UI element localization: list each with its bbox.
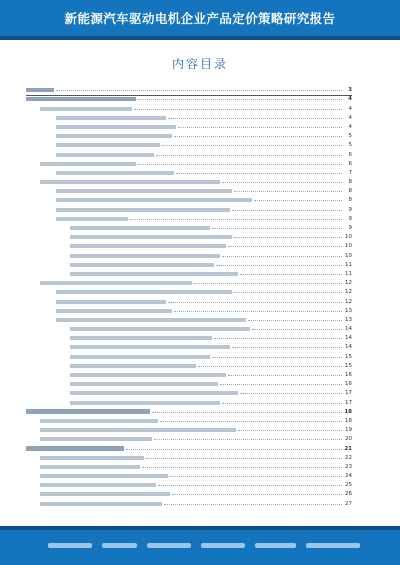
header-stripe — [0, 36, 400, 40]
toc-entry-label — [40, 456, 144, 460]
toc-entry-label — [56, 189, 232, 193]
toc-entry-page: 20 — [345, 436, 352, 443]
toc-entry-leader — [198, 366, 342, 367]
toc-entry-page: 22 — [345, 454, 352, 461]
toc-entry[interactable] — [26, 497, 352, 506]
toc-entry-label — [70, 327, 250, 331]
toc-entry[interactable] — [26, 415, 352, 424]
toc-entry-page: 12 — [345, 280, 352, 287]
toc-entry-page: 11 — [345, 270, 352, 277]
toc-entry-label — [56, 217, 128, 221]
toc-entry-label — [40, 465, 140, 469]
toc-entry-label — [40, 419, 158, 423]
toc-entry-label — [40, 428, 236, 432]
toc-entry-page: 16 — [345, 381, 352, 388]
toc-entry-leader — [174, 136, 342, 137]
toc-entry-leader — [154, 439, 342, 440]
toc-entry-label — [70, 336, 212, 340]
toc-entry-page: 11 — [345, 261, 352, 268]
toc-entry-label — [56, 171, 174, 175]
toc-entry-leader — [138, 164, 342, 165]
toc-entry-page: 19 — [345, 427, 352, 434]
toc-entry[interactable] — [26, 314, 352, 323]
toc-entry[interactable] — [26, 470, 352, 479]
toc-entry[interactable] — [26, 139, 352, 148]
toc-entry-label — [70, 391, 238, 395]
toc-entry-page: 4 — [348, 114, 352, 121]
toc-entry-leader — [254, 200, 342, 201]
toc-entry-page: 7 — [348, 169, 352, 176]
toc-entry-page: 4 — [348, 105, 352, 112]
toc-entry-page: 18 — [345, 417, 352, 424]
toc-entry-leader — [240, 274, 342, 275]
toc-entry-leader — [222, 256, 342, 257]
header-bar — [0, 0, 400, 36]
toc-entry[interactable] — [26, 433, 352, 442]
toc-entry[interactable] — [26, 295, 352, 304]
toc-entry-leader — [130, 219, 342, 220]
toc-entry-leader — [170, 476, 342, 477]
toc-entry[interactable] — [26, 176, 352, 185]
toc-entry-page: 4 — [348, 123, 352, 130]
toc-entry[interactable] — [26, 222, 352, 231]
toc-entry-page: 10 — [345, 243, 352, 250]
toc-entry-label — [26, 446, 124, 451]
toc-entry-label — [40, 180, 220, 184]
toc-entry-page: 14 — [345, 326, 352, 333]
toc-entry-leader — [56, 90, 342, 91]
toc-entry[interactable] — [26, 102, 352, 111]
toc-entry[interactable] — [26, 194, 352, 203]
toc-entry-page: 27 — [345, 500, 352, 507]
toc-entry[interactable] — [26, 240, 352, 249]
toc-entry-leader — [142, 467, 342, 468]
toc-entry-label — [56, 143, 160, 147]
toc-entry-label — [40, 437, 152, 441]
toc-entry-leader — [156, 155, 342, 156]
toc-entry-label — [40, 474, 168, 478]
toc-entry-leader — [252, 329, 342, 330]
toc-entry-leader — [234, 292, 342, 293]
toc-entry-label — [56, 290, 232, 294]
toc-entry-label — [56, 309, 172, 313]
footer-text-placeholder — [48, 543, 360, 548]
toc-entry-leader — [134, 109, 342, 110]
toc-entry-page: 4 — [348, 96, 352, 103]
toc-entry-label — [40, 162, 136, 166]
toc-entry-label — [56, 208, 230, 212]
toc-entry-leader — [158, 485, 342, 486]
toc-entry-label — [56, 198, 252, 202]
toc-entry-label — [70, 382, 218, 386]
toc-entry-page: 15 — [345, 353, 352, 360]
toc-entry-leader — [232, 210, 342, 211]
toc-entry-leader — [168, 302, 342, 303]
toc-entry-label — [56, 300, 166, 304]
toc-entry-label — [70, 254, 220, 258]
toc-entry-leader — [162, 145, 342, 146]
toc-entry-leader — [168, 118, 342, 119]
toc-entry[interactable] — [26, 452, 352, 461]
toc-entry-page: 16 — [345, 372, 352, 378]
toc-entry-leader — [232, 347, 342, 348]
toc-entry[interactable] — [26, 341, 352, 350]
toc-entry[interactable] — [26, 130, 352, 139]
toc-entry-page: 25 — [345, 482, 352, 489]
toc-entry-leader — [228, 246, 342, 247]
toc-entry-leader — [138, 99, 342, 100]
toc-entry-page: 10 — [345, 234, 352, 241]
toc-entry-leader — [238, 430, 342, 431]
toc-entry-leader — [228, 375, 342, 376]
toc-entry-page: 24 — [345, 473, 352, 480]
toc-entry-label — [56, 318, 246, 322]
toc-entry-label — [40, 483, 156, 487]
toc-entry-label — [56, 134, 172, 138]
toc-entry[interactable] — [26, 396, 352, 405]
toc-entry[interactable] — [26, 323, 352, 332]
toc-entry-page: 14 — [345, 335, 352, 342]
toc-entry-page: 8 — [348, 197, 352, 204]
toc-entry-page: 12 — [345, 298, 352, 305]
toc-entry-label — [70, 235, 232, 239]
toc-entry[interactable] — [26, 259, 352, 268]
toc-entry-label — [26, 97, 136, 102]
toc-entry[interactable] — [26, 387, 352, 396]
toc-entry-page: 5 — [348, 142, 352, 149]
toc-entry[interactable] — [26, 213, 352, 222]
toc-entry-label — [70, 373, 226, 377]
toc-entry[interactable] — [26, 268, 352, 277]
toc-entry[interactable] — [26, 286, 352, 295]
toc-entry-leader — [212, 228, 342, 229]
toc-entry-page: 13 — [345, 316, 352, 323]
toc-entry[interactable] — [26, 277, 352, 286]
report-title: 新能源汽车驱动电机企业产品定价策略研究报告 — [64, 11, 336, 26]
toc-entry-leader — [222, 403, 342, 404]
toc-entry[interactable] — [26, 369, 352, 378]
toc-entry-page: 9 — [348, 225, 352, 231]
toc-entry-label — [70, 272, 238, 276]
toc-entry[interactable] — [26, 158, 352, 167]
toc-entry-page: 17 — [345, 399, 352, 406]
toc-entry-leader — [214, 338, 342, 339]
toc-entry-page: 6 — [348, 151, 352, 158]
toc-entry-label — [26, 409, 150, 414]
toc-entry-page: 21 — [344, 445, 352, 452]
toc-entry[interactable] — [26, 378, 352, 387]
toc-entry-leader — [146, 458, 342, 459]
toc-entry[interactable] — [26, 121, 352, 130]
toc-entry[interactable] — [26, 185, 352, 194]
toc-entry[interactable] — [26, 167, 352, 176]
toc-entry-leader — [216, 265, 342, 266]
toc-entry-label — [40, 107, 132, 111]
toc-entry[interactable] — [26, 332, 352, 341]
toc-entry-page: 13 — [345, 307, 352, 314]
toc-entry-leader — [234, 237, 342, 238]
toc-entry-page: 3 — [348, 87, 352, 94]
toc-entry-label — [70, 364, 196, 368]
toc-entry-label — [70, 244, 226, 248]
toc-entry-page: 9 — [348, 215, 352, 222]
toc-entry[interactable] — [26, 305, 352, 314]
toc-entry-leader — [152, 412, 342, 413]
toc-entry[interactable] — [26, 350, 352, 359]
toc-entry-page: 18 — [344, 408, 352, 415]
toc-entry-leader — [174, 311, 342, 312]
toc-entry-leader — [178, 127, 342, 128]
toc-entry-label — [70, 345, 230, 349]
toc-entry-leader — [126, 449, 342, 450]
toc-entry-page: 17 — [345, 390, 352, 397]
toc-entry-label — [70, 401, 220, 405]
toc-entry[interactable] — [26, 442, 352, 451]
toc-entry-page: 6 — [348, 160, 352, 167]
toc-entry[interactable] — [26, 479, 352, 488]
toc-entry[interactable] — [26, 424, 352, 433]
toc-entry-leader — [176, 173, 342, 174]
toc-heading: 内容目录 — [171, 57, 228, 71]
toc-entry-leader — [222, 182, 342, 183]
toc-entry-label — [40, 281, 192, 285]
toc-entry-leader — [164, 504, 342, 505]
toc-entry-label — [70, 355, 210, 359]
toc-entry-page: 23 — [345, 463, 352, 470]
toc-entry[interactable] — [26, 488, 352, 497]
toc-entry[interactable] — [26, 360, 352, 369]
toc-entry[interactable] — [26, 461, 352, 470]
toc-entry[interactable] — [26, 406, 352, 415]
toc-entry-leader — [194, 283, 342, 284]
toc-entry-page: 15 — [345, 362, 352, 369]
toc-entry-page: 5 — [348, 133, 352, 140]
toc-entry-page: 14 — [345, 344, 352, 351]
toc-entry-label — [70, 263, 214, 267]
toc-entry[interactable] — [26, 93, 352, 102]
toc-entry-label — [56, 116, 166, 120]
toc-entry[interactable] — [26, 203, 352, 212]
toc-entry-page: 10 — [345, 252, 352, 259]
toc-entry[interactable] — [26, 231, 352, 240]
toc-entry-label — [40, 502, 162, 506]
toc-entry-page: 26 — [345, 491, 352, 498]
toc-entry-page: 12 — [345, 289, 352, 296]
toc-entry-page: 8 — [348, 179, 352, 186]
toc-entry-leader — [248, 320, 342, 321]
toc-entry[interactable] — [26, 148, 352, 157]
toc-entry-label — [26, 88, 54, 93]
toc-entry-label — [56, 153, 154, 157]
toc-entry-label — [70, 226, 210, 230]
toc-entry-leader — [172, 494, 342, 495]
toc-entry-label — [56, 125, 176, 129]
toc-entry[interactable] — [26, 84, 352, 93]
toc-entry-label — [40, 492, 170, 496]
toc-entry-leader — [240, 393, 342, 394]
toc-entry-leader — [220, 384, 342, 385]
toc-entry-leader — [234, 191, 342, 192]
toc-entry-leader — [212, 357, 342, 358]
toc-entry-page: 9 — [348, 206, 352, 213]
toc-entry[interactable] — [26, 249, 352, 258]
toc-entry-page: 8 — [348, 188, 352, 195]
toc-entry[interactable] — [26, 112, 352, 121]
toc-entry-leader — [160, 421, 342, 422]
toc-list — [26, 84, 352, 507]
